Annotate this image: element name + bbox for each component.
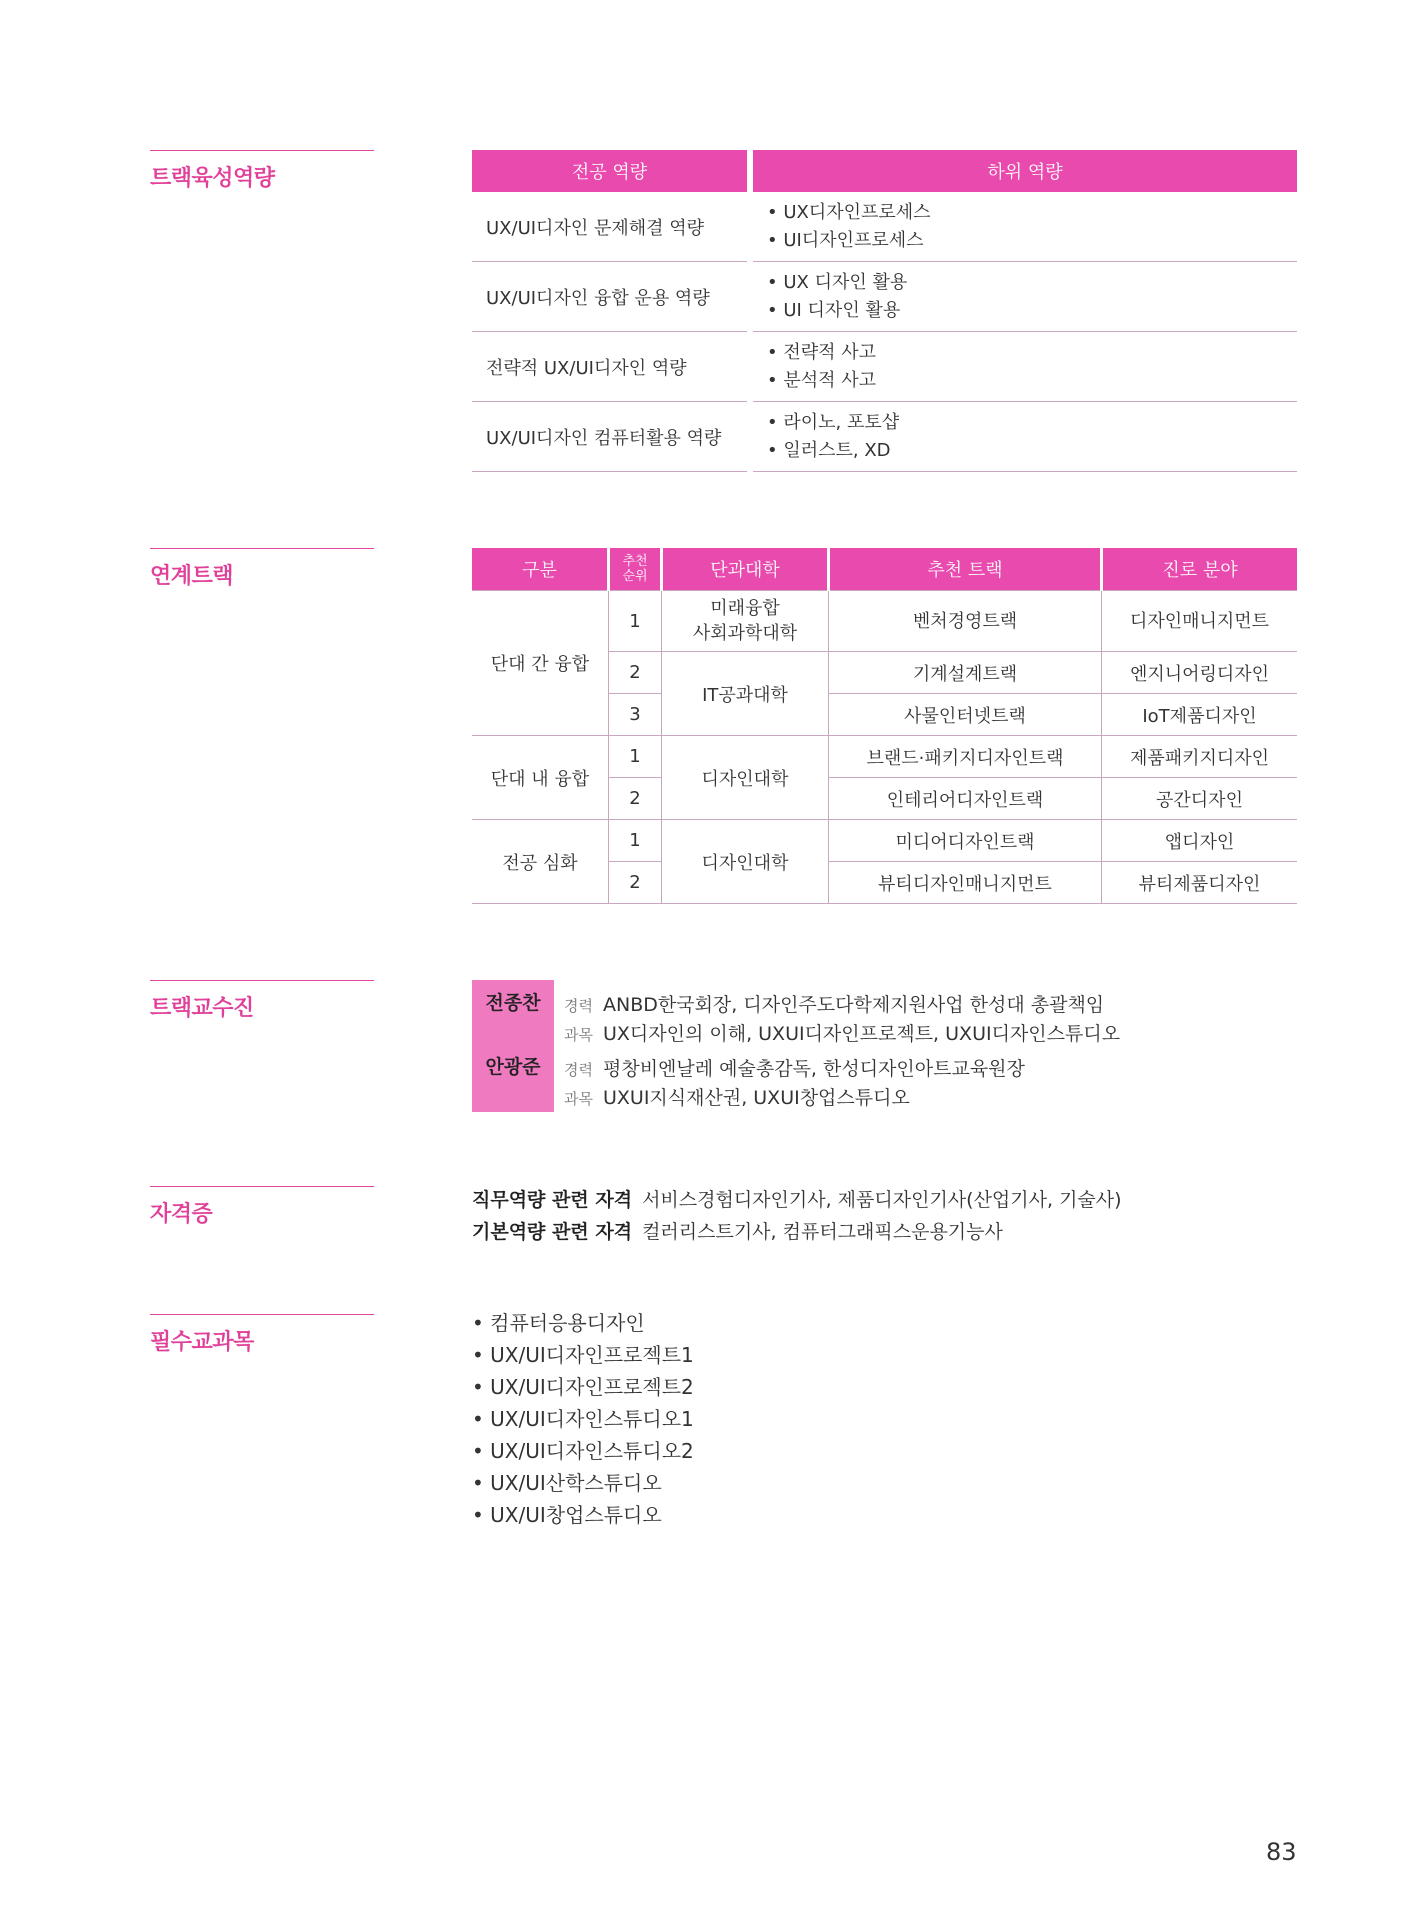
certification-value: 컬러리스트기사, 컴퓨터그래픽스운용기능사 <box>642 1221 1003 1243</box>
rank-cell: 1 <box>609 736 662 778</box>
certification-label: 직무역량 관련 자격 <box>472 1189 633 1211</box>
career-cell: 뷰티제품디자인 <box>1102 862 1298 904</box>
header-sub-competency: 하위 역량 <box>750 150 1297 192</box>
career-cell: 공간디자인 <box>1102 778 1298 820</box>
faculty-block <box>472 980 1172 1112</box>
track-cell: 인테리어디자인트랙 <box>829 778 1102 820</box>
header-major-competency: 전공 역량 <box>472 150 750 192</box>
header-track: 추천 트랙 <box>829 548 1102 591</box>
header-career: 진로 분야 <box>1102 548 1298 591</box>
college-cell: IT공과대학 <box>662 652 829 736</box>
rank-cell: 2 <box>609 778 662 820</box>
header-category: 구분 <box>472 548 609 591</box>
major-competency: 전략적 UX/UI디자인 역량 <box>472 332 750 402</box>
section-title-competency: 트랙육성역량 <box>150 150 374 192</box>
rank-cell: 2 <box>609 652 662 694</box>
major-competency: UX/UI디자인 융합 운용 역량 <box>472 262 750 332</box>
track-cell: 브랜드·패키지디자인트랙 <box>829 736 1102 778</box>
list-item: • UX/UI디자인스튜디오1 <box>472 1403 694 1435</box>
table-row <box>472 402 1297 472</box>
table-row <box>472 192 1297 262</box>
list-item: • UI디자인프로세스 <box>767 227 1297 255</box>
professor-courses <box>564 1019 1120 1046</box>
certification-label: 기본역량 관련 자격 <box>472 1221 633 1243</box>
track-cell: 사물인터넷트랙 <box>829 694 1102 736</box>
competency-table <box>472 150 1297 472</box>
certification-line <box>472 1217 1003 1244</box>
list-item: • 분석적 사고 <box>767 367 1297 395</box>
sub-competency <box>750 262 1297 332</box>
track-cell: 뷰티디자인매니지먼트 <box>829 862 1102 904</box>
college-cell: 디자인대학 <box>662 820 829 904</box>
section-title-faculty: 트랙교수진 <box>150 980 374 1022</box>
rank-cell: 3 <box>609 694 662 736</box>
major-competency: UX/UI디자인 컴퓨터활용 역량 <box>472 402 750 472</box>
list-item: • UX디자인프로세스 <box>767 199 1297 227</box>
rank-cell: 1 <box>609 591 662 652</box>
career-label: 경력 <box>564 997 593 1015</box>
rank-cell: 1 <box>609 820 662 862</box>
career-cell: 엔지니어링디자인 <box>1102 652 1298 694</box>
header-college: 단과대학 <box>662 548 829 591</box>
professor-career <box>564 990 1104 1017</box>
list-item: • 컴퓨터응용디자인 <box>472 1307 694 1339</box>
track-cell: 미디어디자인트랙 <box>829 820 1102 862</box>
career-text: 평창비엔날레 예술총감독, 한성디자인아트교육원장 <box>602 1058 1025 1080</box>
list-item: • 일러스트, XD <box>767 437 1297 465</box>
section-title-linked-track: 연계트랙 <box>150 548 374 590</box>
course-label: 과목 <box>564 1026 593 1044</box>
table-row <box>472 736 1297 778</box>
table-row <box>472 332 1297 402</box>
table-row <box>472 591 1297 652</box>
professor-name: 안광준 <box>485 1056 541 1078</box>
course-label: 과목 <box>564 1090 593 1108</box>
track-cell: 기계설계트랙 <box>829 652 1102 694</box>
list-item: • UX 디자인 활용 <box>767 269 1297 297</box>
rank-cell: 2 <box>609 862 662 904</box>
career-text: ANBD한국회장, 디자인주도다학제지원사업 한성대 총괄책임 <box>602 994 1105 1016</box>
college-cell: 디자인대학 <box>662 736 829 820</box>
list-item: • UI 디자인 활용 <box>767 297 1297 325</box>
career-cell: 디자인매니지먼트 <box>1102 591 1298 652</box>
course-text: UXUI지식재산권, UXUI창업스튜디오 <box>602 1087 910 1109</box>
table-row <box>472 262 1297 332</box>
certification-value: 서비스경험디자인기사, 제품디자인기사(산업기사, 기술사) <box>642 1189 1122 1211</box>
header-rank: 추천 순위 <box>609 548 662 591</box>
course-text: UX디자인의 이해, UXUI디자인프로젝트, UXUI디자인스튜디오 <box>602 1023 1121 1045</box>
major-competency: UX/UI디자인 문제해결 역량 <box>472 192 750 262</box>
section-title-certification: 자격증 <box>150 1186 374 1228</box>
group-cell: 단대 내 융합 <box>472 736 609 820</box>
list-item: • UX/UI창업스튜디오 <box>472 1499 694 1531</box>
group-cell: 전공 심화 <box>472 820 609 904</box>
page-number: 83 <box>1266 1838 1297 1866</box>
sub-competency <box>750 332 1297 402</box>
certification-line <box>472 1185 1122 1212</box>
list-item: • UX/UI디자인프로젝트1 <box>472 1339 694 1371</box>
table-row <box>472 820 1297 862</box>
required-course-list <box>472 1307 694 1531</box>
sub-competency <box>750 402 1297 472</box>
track-cell: 벤처경영트랙 <box>829 591 1102 652</box>
career-cell: 제품패키지디자인 <box>1102 736 1298 778</box>
list-item: • UX/UI디자인스튜디오2 <box>472 1435 694 1467</box>
career-cell: IoT제품디자인 <box>1102 694 1298 736</box>
list-item: • 라이노, 포토샵 <box>767 409 1297 437</box>
professor-courses <box>564 1083 910 1110</box>
professor-career <box>564 1054 1025 1081</box>
college-cell: 미래융합 사회과학대학 <box>662 591 829 652</box>
career-cell: 앱디자인 <box>1102 820 1298 862</box>
professor-name: 전종찬 <box>485 992 541 1014</box>
sub-competency <box>750 192 1297 262</box>
list-item: • UX/UI디자인프로젝트2 <box>472 1371 694 1403</box>
career-label: 경력 <box>564 1061 593 1079</box>
section-title-required-courses: 필수교과목 <box>150 1314 374 1356</box>
linked-track-table <box>472 548 1297 904</box>
list-item: • UX/UI산학스튜디오 <box>472 1467 694 1499</box>
list-item: • 전략적 사고 <box>767 339 1297 367</box>
group-cell: 단대 간 융합 <box>472 591 609 736</box>
